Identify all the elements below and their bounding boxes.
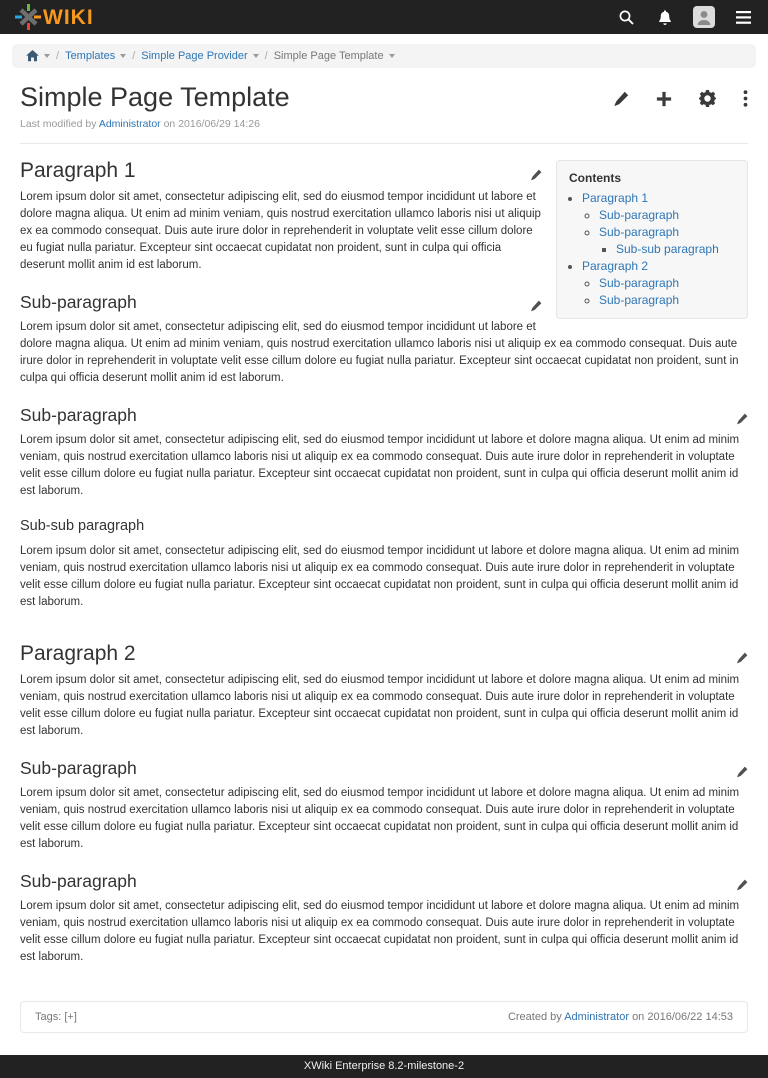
- created-author-link[interactable]: Administrator: [564, 1010, 629, 1023]
- xwiki-logo-text: WIKI: [43, 5, 94, 29]
- xwiki-logo[interactable]: [14, 3, 94, 31]
- breadcrumb-item-simple-page-provider[interactable]: [141, 50, 258, 62]
- breadcrumb-separator: /: [264, 50, 268, 62]
- modified-author-link[interactable]: Administrator: [98, 118, 161, 131]
- toc-item: [582, 258, 737, 308]
- section-edit-pencil-icon[interactable]: [736, 762, 748, 783]
- notifications-bell-icon[interactable]: [654, 6, 676, 28]
- created-info: [508, 1011, 733, 1023]
- section-paragraph: Lorem ipsum dolor sit amet, consectetur adipiscing elit, sed do eiusmod tempor incididunt ut labore et dolore magna aliqua. Ut enim ad minim veniam, quis nostrud exercitation ullamco laboris nisi ut aliquip ex ea commodo consequat. Duis aute irure dolor in reprehenderit in voluptate velit esse cillum dolore eu fugiat nulla pariatur. Excepteur sint occaecat cupidatat non proident, sunt in culpa qui officia deserunt mollit anim id est laborum.: [20, 191, 541, 272]
- section-heading-text: Paragraph 1: [20, 159, 136, 183]
- section-heading-sub-paragraph: [20, 758, 748, 779]
- toc-link-sub-sub-paragraph[interactable]: Sub-sub paragraph: [616, 242, 719, 257]
- toc-item: [599, 275, 737, 291]
- created-prefix: Created by: [507, 1010, 562, 1023]
- hamburger-menu-icon[interactable]: [732, 6, 754, 28]
- more-actions-kebab-button[interactable]: [743, 90, 748, 107]
- last-modified-info: [20, 118, 748, 130]
- version-footer-bar: [0, 1055, 768, 1078]
- section-heading-text: Sub-paragraph: [20, 757, 137, 778]
- section-heading-text: Sub-sub paragraph: [20, 518, 145, 535]
- toc-link-sub-paragraph[interactable]: Sub-paragraph: [599, 293, 680, 308]
- section-heading-paragraph-2: [20, 641, 748, 666]
- section-edit-pencil-icon[interactable]: [736, 409, 748, 430]
- document-footer-panel: [20, 1001, 748, 1033]
- add-tag-button[interactable]: [+]: [64, 1010, 77, 1023]
- breadcrumb-item-current: [274, 50, 395, 62]
- toc-item: [599, 207, 737, 223]
- section-heading-sub-paragraph: [20, 871, 748, 892]
- toc-item: [582, 190, 737, 257]
- breadcrumb-current-label: Simple Page Template: [273, 50, 384, 62]
- breadcrumb: [12, 44, 756, 68]
- page-title: Simple Page Template: [20, 82, 290, 112]
- toc-link-paragraph-1[interactable]: Paragraph 1: [582, 191, 649, 206]
- section-paragraph: Lorem ipsum dolor sit amet, consectetur adipiscing elit, sed do eiusmod tempor incididunt ut labore et dolore magna aliqua. Ut enim ad minim veniam, quis nostrud exercitation ullamco laboris nisi ut aliquip ex ea commodo consequat. Duis aute irure dolor in reprehenderit in voluptate velit esse cillum dolore eu fugiat nulla pariatur. Excepteur sint occaecat cupidatat non proident, sunt in culpa qui officia deserunt mollit anim id est laborum.: [20, 899, 740, 963]
- chevron-down-icon[interactable]: [120, 54, 126, 58]
- toc-item: [599, 224, 737, 257]
- toc-item: [599, 292, 737, 308]
- version-text: XWiki Enterprise 8.2-milestone-2: [303, 1059, 465, 1072]
- section-heading-text: Sub-paragraph: [20, 870, 137, 891]
- top-navigation-bar: [0, 0, 768, 34]
- section-paragraph: Lorem ipsum dolor sit amet, consectetur adipiscing elit, sed do eiusmod tempor incididunt ut labore et dolore magna aliqua. Ut enim ad minim veniam, quis nostrud exercitation ullamco laboris nisi ut aliquip ex ea commodo consequat. Duis aute irure dolor in reprehenderit in voluptate velit esse cillum dolore eu fugiat nulla pariatur. Excepteur sint occaecat cupidatat non proident, sunt in culpa qui officia deserunt mollit anim id est laborum.: [20, 673, 740, 737]
- chevron-down-icon[interactable]: [44, 54, 50, 58]
- table-of-contents-panel: [556, 160, 748, 319]
- breadcrumb-link[interactable]: Simple Page Provider: [141, 50, 248, 62]
- page-action-toolbar: [613, 82, 748, 107]
- modified-prefix: Last modified by: [20, 118, 97, 131]
- breadcrumb-separator: /: [132, 50, 136, 62]
- section-edit-pencil-icon[interactable]: [530, 296, 542, 317]
- user-avatar[interactable]: [693, 6, 715, 28]
- home-icon: [26, 50, 39, 62]
- section-heading-sub-sub-paragraph: [20, 518, 748, 535]
- tags-label: Tags:: [35, 1010, 62, 1023]
- modified-date: on 2016/06/29 14:26: [163, 118, 260, 131]
- xwiki-logo-mark: [14, 3, 42, 31]
- tags-area: [35, 1011, 77, 1023]
- section-paragraph: Lorem ipsum dolor sit amet, consectetur adipiscing elit, sed do eiusmod tempor incididunt ut labore et dolore magna aliqua. Ut enim ad minim veniam, quis nostrud exercitation ullamco laboris nisi ut aliquip ex ea commodo consequat. Duis aute irure dolor in reprehenderit in voluptate velit esse cillum dolore eu fugiat nulla pariatur. Excepteur sint occaecat cupidatat non proident, sunt in culpa qui officia deserunt mollit anim id est laborum.: [20, 544, 740, 608]
- section-heading-text: Sub-paragraph: [20, 405, 137, 426]
- edit-pencil-button[interactable]: [613, 91, 629, 107]
- section-heading-text: Sub-paragraph: [20, 292, 137, 313]
- section-paragraph: Lorem ipsum dolor sit amet, consectetur adipiscing elit, sed do eiusmod tempor incididunt ut labore et dolore magna aliqua. Ut enim ad minim veniam, quis nostrud exercitation ullamco laboris nisi ut aliquip ex ea commodo consequat. Duis aute irure dolor in reprehenderit in voluptate velit esse cillum dolore eu fugiat nulla pariatur. Excepteur sint occaecat cupidatat non proident, sunt in culpa qui officia deserunt mollit anim id est laborum.: [20, 786, 740, 850]
- chevron-down-icon[interactable]: [253, 54, 259, 58]
- document-content: [0, 144, 768, 975]
- breadcrumb-separator: /: [56, 50, 60, 62]
- settings-gear-button[interactable]: [699, 90, 716, 107]
- toc-link-sub-paragraph[interactable]: Sub-paragraph: [599, 276, 680, 291]
- toc-title: Contents: [569, 171, 621, 186]
- section-edit-pencil-icon[interactable]: [530, 162, 542, 187]
- section-edit-pencil-icon[interactable]: [736, 645, 748, 670]
- toc-item: [616, 241, 737, 257]
- breadcrumb-item-templates[interactable]: [65, 50, 126, 62]
- toc-link-paragraph-2[interactable]: Paragraph 2: [582, 259, 649, 274]
- breadcrumb-link[interactable]: Templates: [65, 50, 116, 62]
- section-heading-text: Paragraph 2: [20, 641, 136, 665]
- toc-link-sub-paragraph[interactable]: Sub-paragraph: [599, 208, 680, 223]
- create-plus-button[interactable]: [656, 91, 672, 107]
- search-icon[interactable]: [615, 6, 637, 28]
- section-paragraph: Lorem ipsum dolor sit amet, consectetur adipiscing elit, sed do eiusmod tempor incididunt ut labore et dolore magna aliqua. Ut enim ad minim veniam, quis nostrud exercitation ullamco laboris nisi ut aliquip ex ea commodo consequat. Duis aute irure dolor in reprehenderit in voluptate velit esse cillum dolore eu fugiat nulla pariatur. Excepteur sint occaecat cupidatat non proident, sunt in culpa qui officia deserunt mollit anim id est laborum.: [20, 321, 739, 385]
- created-date: on 2016/06/22 14:53: [632, 1010, 733, 1023]
- breadcrumb-home[interactable]: [26, 50, 50, 62]
- section-paragraph: Lorem ipsum dolor sit amet, consectetur adipiscing elit, sed do eiusmod tempor incididunt ut labore et dolore magna aliqua. Ut enim ad minim veniam, quis nostrud exercitation ullamco laboris nisi ut aliquip ex ea commodo consequat. Duis aute irure dolor in reprehenderit in voluptate velit esse cillum dolore eu fugiat nulla pariatur. Excepteur sint occaecat cupidatat non proident, sunt in culpa qui officia deserunt mollit anim id est laborum.: [20, 434, 740, 498]
- section-heading-sub-paragraph: [20, 405, 748, 426]
- section-edit-pencil-icon[interactable]: [736, 875, 748, 896]
- toc-link-sub-paragraph[interactable]: Sub-paragraph: [599, 225, 680, 240]
- chevron-down-icon[interactable]: [389, 54, 395, 58]
- topbar-actions: [615, 6, 754, 28]
- page-header: [0, 68, 768, 130]
